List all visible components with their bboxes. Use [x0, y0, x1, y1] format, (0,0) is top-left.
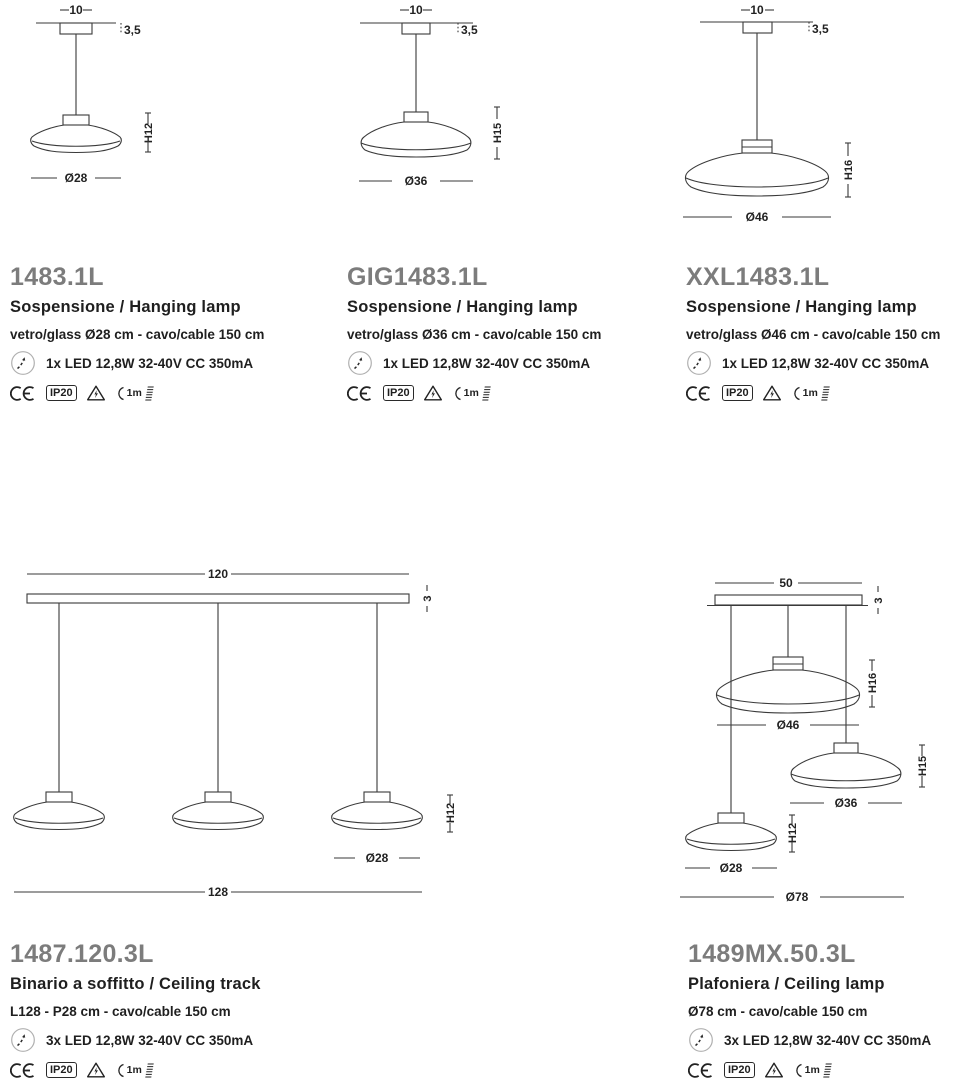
dim-small-diameter-label: Ø28: [719, 861, 743, 875]
ce-mark-icon: [688, 1062, 715, 1079]
product-spec: L128 - P28 cm - cavo/cable 150 cm: [10, 1004, 231, 1019]
dim-lamp-height-label: H16: [843, 159, 855, 181]
ce-mark-icon: [347, 385, 374, 402]
min-distance-group: [793, 1062, 832, 1078]
dim-diameter-label: Ø36: [404, 174, 428, 188]
product-spec: vetro/glass Ø36 cm - cavo/cable 150 cm: [347, 327, 602, 342]
ce-mark-icon: [10, 1062, 37, 1079]
product-type: Binario a soffitto / Ceiling track: [10, 975, 261, 993]
illuminated-surface-icon: [820, 385, 830, 401]
led-icon: [10, 1027, 36, 1053]
lamp-distance-icon: [452, 386, 462, 401]
warning-triangle-icon: [86, 1061, 106, 1079]
dim-track-thickness-label: 3: [422, 595, 434, 602]
product-spec: Ø78 cm - cavo/cable 150 cm: [688, 1004, 868, 1019]
track: [27, 594, 409, 603]
product-code: 1483.1L: [10, 263, 104, 291]
dim-lamp-height-label: H12: [143, 122, 155, 144]
led-spec-row: [10, 350, 340, 376]
product-type: Sospensione / Hanging lamp: [10, 298, 241, 316]
product-info-gig1483-1l: [347, 263, 677, 402]
product-info-1487-120-3l: [10, 940, 340, 1079]
canopy: [60, 23, 92, 34]
product-code: 1489MX.50.3L: [688, 940, 856, 968]
product-type: Plafoniera / Ceiling lamp: [688, 975, 885, 993]
led-spec-row: [347, 350, 677, 376]
diagram-hanging-lamp-28: [0, 0, 210, 210]
led-spec-label: 1x LED 12,8W 32-40V CC 350mA: [46, 355, 254, 371]
dim-lamp-height-label: H15: [492, 122, 504, 144]
dim-medium-diameter-label: Ø36: [834, 796, 858, 810]
ip-rating-badge: IP20: [722, 385, 753, 401]
min-distance-group: [452, 385, 491, 401]
dim-medium-height-label: H15: [917, 755, 929, 777]
led-icon: [686, 350, 712, 376]
dim-canopy-width-label: 10: [409, 3, 423, 17]
dim-diameter-label: Ø28: [64, 171, 88, 185]
product-type: Sospensione / Hanging lamp: [686, 298, 917, 316]
illuminated-surface-icon: [822, 1062, 832, 1078]
ip-rating-badge: IP20: [724, 1062, 755, 1078]
product-code: GIG1483.1L: [347, 263, 488, 291]
ip-rating-badge: IP20: [46, 1062, 77, 1078]
dim-canopy-height-label: 3,5: [124, 23, 141, 37]
product-info-1483-1l: [10, 263, 340, 402]
dim-canopy-width-label: 10: [750, 3, 764, 17]
dim-diameter-label: Ø28: [365, 851, 389, 865]
lamp-drawing: [332, 792, 423, 830]
led-spec-label: 1x LED 12,8W 32-40V CC 350mA: [383, 355, 591, 371]
dim-diameter-label: Ø46: [745, 210, 769, 224]
lamp-drawing: [361, 112, 471, 157]
product-spec: vetro/glass Ø28 cm - cavo/cable 150 cm: [10, 327, 265, 342]
warning-triangle-icon: [423, 384, 443, 402]
dim-large-height-label: H16: [867, 672, 879, 694]
illuminated-surface-icon: [481, 385, 491, 401]
led-spec-label: 3x LED 12,8W 32-40V CC 350mA: [724, 1032, 932, 1048]
led-spec-row: [10, 1027, 340, 1053]
ip-rating-badge: IP20: [46, 385, 77, 401]
canopy: [715, 595, 862, 605]
min-distance-group: [791, 385, 830, 401]
diagram-ceiling-track: [0, 555, 480, 915]
warning-triangle-icon: [86, 384, 106, 402]
dim-canopy-width-label: 10: [69, 3, 83, 17]
product-info-xxl1483-1l: [686, 263, 954, 402]
led-spec-label: 1x LED 12,8W 32-40V CC 350mA: [722, 355, 930, 371]
ip-rating-badge: IP20: [383, 385, 414, 401]
warning-triangle-icon: [764, 1061, 784, 1079]
ce-mark-icon: [686, 385, 713, 402]
diagram-ceiling-lamp-cluster: [640, 555, 954, 915]
warning-triangle-icon: [762, 384, 782, 402]
lamp-distance-icon: [115, 1063, 125, 1078]
led-icon: [10, 350, 36, 376]
min-distance-label: 1m: [804, 1064, 820, 1076]
dim-total-diameter-label: Ø78: [785, 890, 809, 904]
lamp-drawing: [14, 792, 105, 830]
min-distance-group: [115, 385, 154, 401]
lamp-drawing: [31, 115, 122, 153]
certification-row: [10, 1061, 340, 1079]
min-distance-label: 1m: [463, 387, 479, 399]
product-info-1489mx-50-3l: [688, 940, 954, 1079]
canopy: [743, 22, 772, 33]
product-spec: vetro/glass Ø46 cm - cavo/cable 150 cm: [686, 327, 941, 342]
certification-row: [10, 384, 340, 402]
certification-row: [686, 384, 954, 402]
product-type: Sospensione / Hanging lamp: [347, 298, 578, 316]
dim-canopy-thickness-label: 3: [873, 597, 885, 604]
diagram-hanging-lamp-36: [330, 0, 540, 210]
lamp-distance-icon: [793, 1063, 803, 1078]
led-spec-row: [688, 1027, 954, 1053]
lamp-drawing: [685, 140, 828, 196]
lamp-drawing-medium: [791, 743, 901, 788]
dim-total-length-label: 128: [207, 885, 229, 899]
dim-large-diameter-label: Ø46: [776, 718, 800, 732]
lamp-drawing-large: [716, 657, 859, 713]
min-distance-label: 1m: [126, 387, 142, 399]
dim-canopy-height-label: 3,5: [812, 22, 829, 36]
min-distance-group: [115, 1062, 154, 1078]
certification-row: [347, 384, 677, 402]
ce-mark-icon: [10, 385, 37, 402]
lamp-distance-icon: [791, 386, 801, 401]
lamp-drawing-small: [686, 813, 777, 851]
dim-track-length-label: 120: [207, 567, 229, 581]
dim-small-height-label: H12: [787, 822, 799, 844]
lamp-distance-icon: [115, 386, 125, 401]
min-distance-label: 1m: [802, 387, 818, 399]
canopy: [402, 23, 430, 34]
dim-canopy-width-label: 50: [779, 576, 793, 590]
led-spec-row: [686, 350, 954, 376]
product-code: XXL1483.1L: [686, 263, 830, 291]
product-code: 1487.120.3L: [10, 940, 154, 968]
illuminated-surface-icon: [144, 1062, 154, 1078]
dim-canopy-height-label: 3,5: [461, 23, 478, 37]
dim-lamp-height-label: H12: [445, 802, 457, 824]
min-distance-label: 1m: [126, 1064, 142, 1076]
diagram-hanging-lamp-46: [660, 0, 954, 240]
led-icon: [688, 1027, 714, 1053]
led-spec-label: 3x LED 12,8W 32-40V CC 350mA: [46, 1032, 254, 1048]
illuminated-surface-icon: [144, 385, 154, 401]
lamp-drawing: [173, 792, 264, 830]
led-icon: [347, 350, 373, 376]
certification-row: [688, 1061, 954, 1079]
